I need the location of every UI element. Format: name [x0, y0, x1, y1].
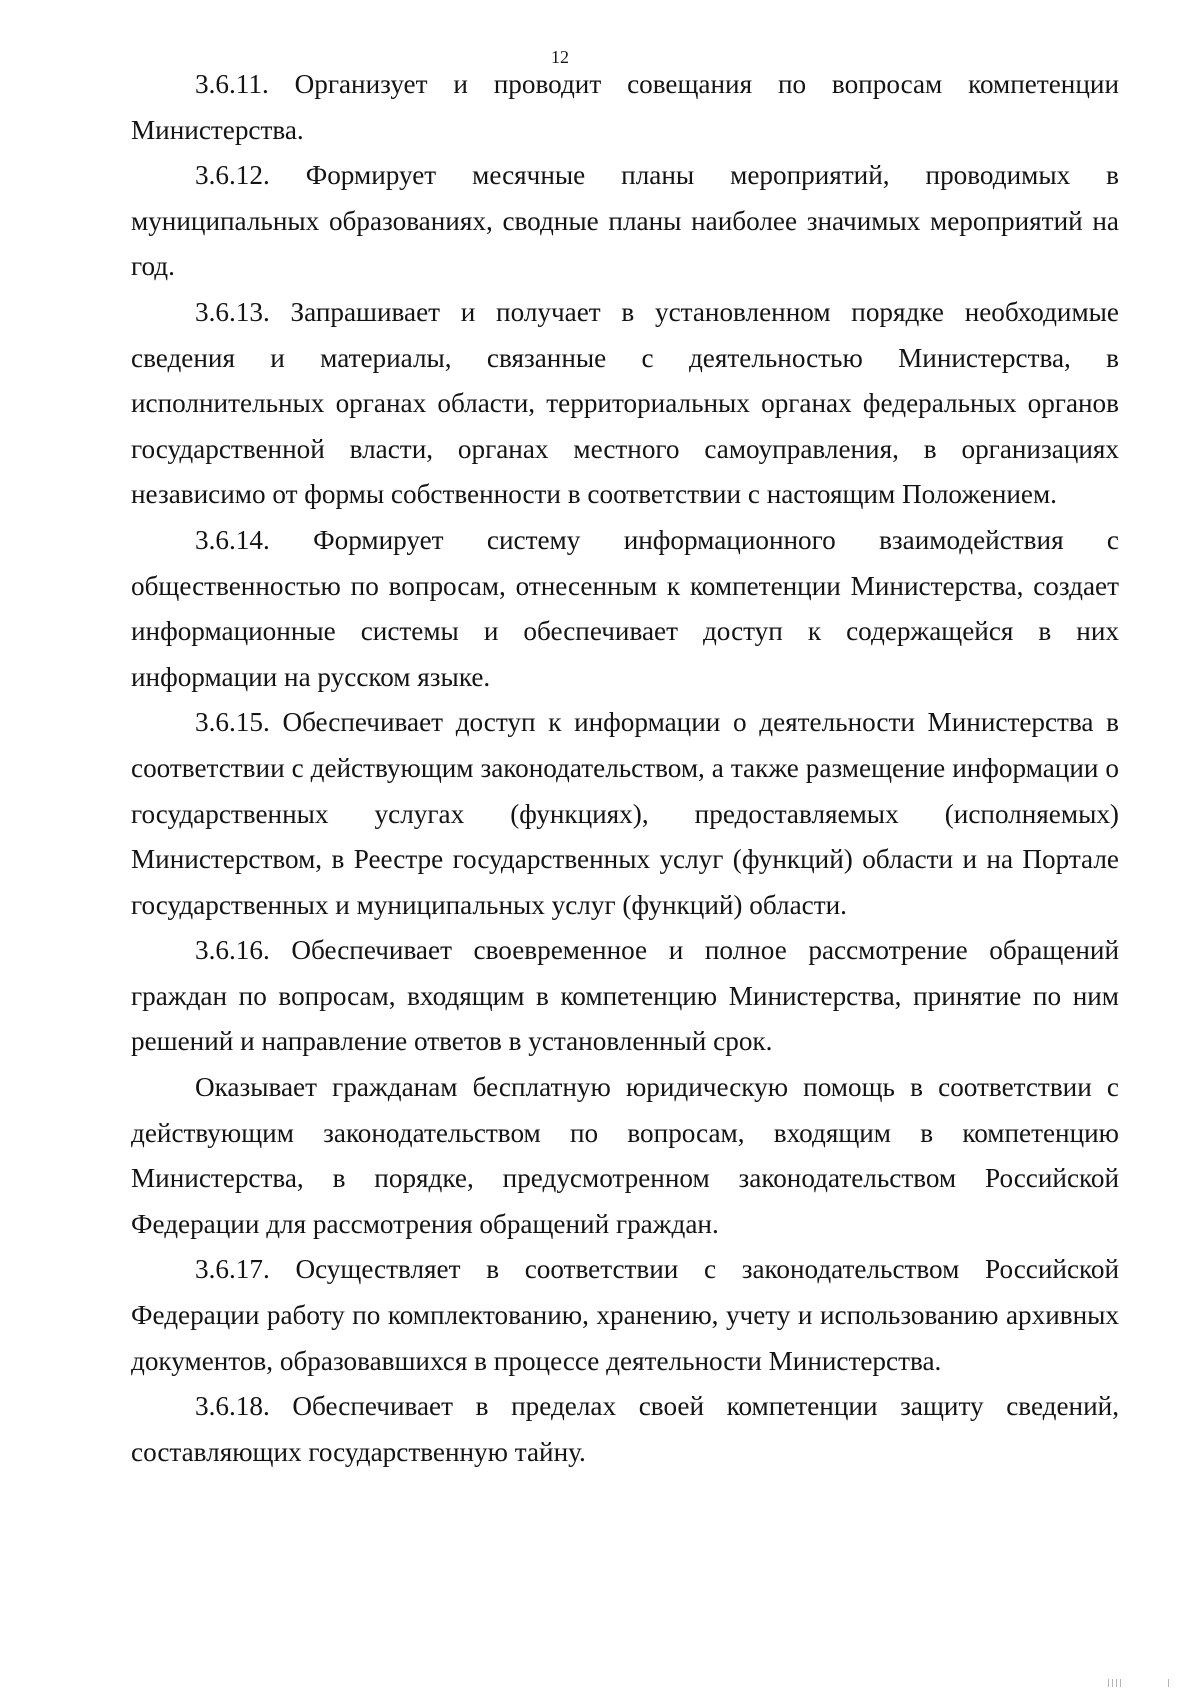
- document-body: [131, 62, 1119, 1475]
- paragraph-3-6-13: 3.6.13. Запрашивает и получает в установленном порядке необходимые сведения и материалы, связанные с деятельностью Министерства, в исполнительных органах области, территориальных органах федеральных органов государственной власти, органах местного самоуправления, в организациях независимо от формы собственности в соответствии с настоящим Положением.: [131, 296, 1119, 510]
- scan-edge-marks: [1108, 1677, 1178, 1687]
- paragraph-3-6-15: 3.6.15. Обеспечивает доступ к информации о деятельности Министерства в соответствии с действующим законодательством, а также размещение информации о государственных услугах (функциях), предоставляемых (исполняемых) Министерством, в Реестре государственных услуг (функций) области и на Портале государственных и муниципальных услуг (функций) области.: [131, 707, 1119, 920]
- paragraph-3-6-18: 3.6.18. Обеспечивает в пределах своей компетенции защиту сведений, составляющих государственную тайну.: [131, 1391, 1119, 1467]
- paragraph-3-6-16: 3.6.16. Обеспечивает своевременное и полное рассмотрение обращений граждан по вопросам, входящим в компетенцию Министерства, принятие по ним решений и направление ответов в установленный срок.: [131, 935, 1119, 1057]
- paragraph-3-6-17: 3.6.17. Осуществляет в соответствии с законодательством Российской Федерации работу по комплектованию, хранению, учету и использованию архивных документов, образовавшихся в процессе деятельности Министерства.: [131, 1254, 1119, 1376]
- page-number: 12: [551, 47, 569, 67]
- paragraph-3-6-12: 3.6.12. Формирует месячные планы мероприятий, проводимых в муниципальных образованиях, сводные планы наиболее значимых мероприятий на год.: [131, 160, 1119, 282]
- paragraph-legal-aid: Оказывает гражданам бесплатную юридическую помощь в соответствии с действующим законодательством по вопросам, входящим в компетенцию Министерства, в порядке, предусмотренном законодательством Российской Федерации для рассмотрения обращений граждан.: [131, 1072, 1119, 1239]
- paragraph-3-6-11: 3.6.11. Организует и проводит совещания по вопросам компетенции Министерства.: [131, 69, 1119, 145]
- paragraph-3-6-14: 3.6.14. Формирует систему информационного взаимодействия с общественностью по вопросам, отнесенным к компетенции Министерства, создает информационные системы и обеспечивает доступ к содержащейся в них информации на русском языке.: [131, 524, 1119, 692]
